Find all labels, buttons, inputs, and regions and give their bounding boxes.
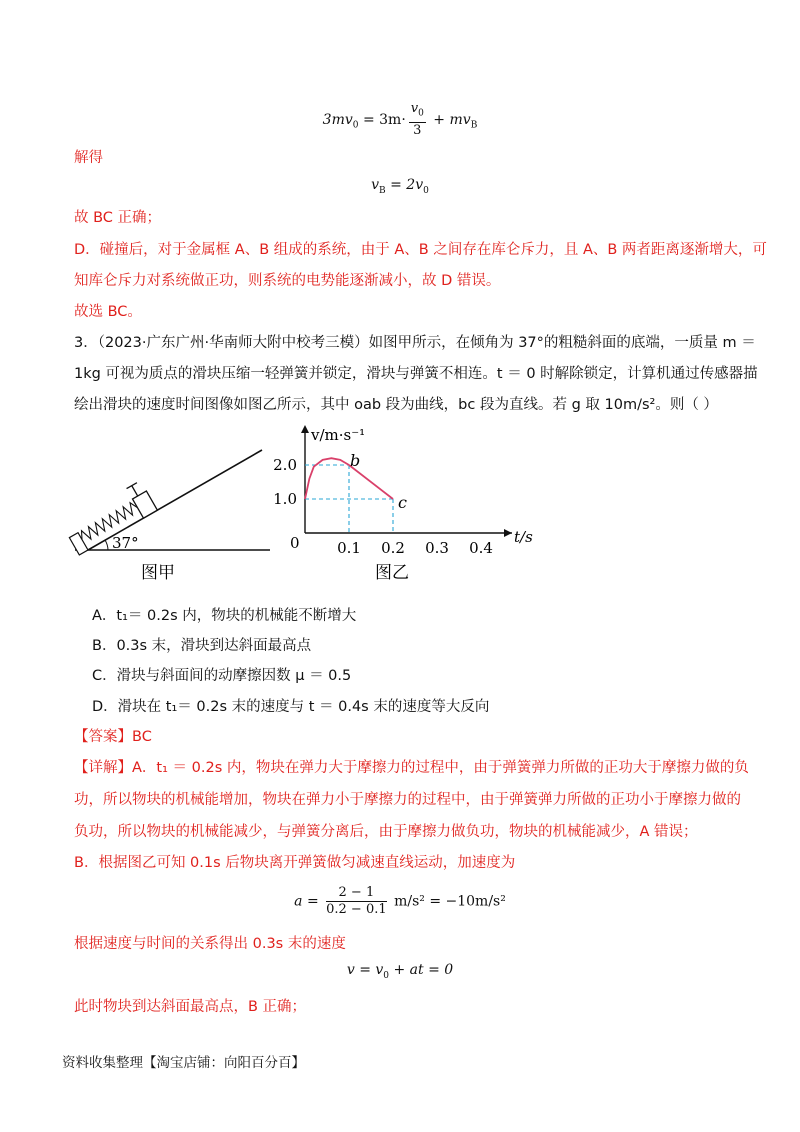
y-tick-label: 2.0 — [273, 456, 297, 474]
footer-note: 资料收集整理【淘宝店铺：向阳百分百】 — [62, 1055, 305, 1071]
x-tick-label: 0.2 — [381, 539, 405, 557]
caption-left: 图甲 — [141, 563, 175, 583]
series-oab-curve — [305, 458, 349, 499]
slider-block — [127, 481, 158, 518]
detail-line-1: 【详解】A．t₁ ＝ 0.2s 内，物块在弹力大于摩擦力的过程中，由于弹簧弹力所做的正功大于摩擦力做的负 — [74, 760, 749, 776]
option-d-explanation-1: D．碰撞后，对于金属框 A、B 组成的系统，由于 A、B 之间存在库仑斥力，且 A、B 两者距离逐渐增大，可 — [74, 242, 767, 258]
jiede-label: 解得 — [74, 150, 103, 166]
wall-block — [69, 533, 88, 555]
b-correct-line: 此时物块到达斜面最高点，B 正确； — [74, 999, 307, 1015]
equation-velocity: $v = v_0$ + at = 0 — [346, 962, 454, 981]
point-c-label: c — [398, 493, 407, 512]
incline-diagram — [69, 450, 270, 583]
option-d-explanation-2: 知库仑斥力对系统做正功，则系统的电势能逐渐减小，故 D 错误。 — [74, 273, 501, 289]
option-a: A．t₁＝ 0.2s 内，物块的机械能不断增大 — [92, 608, 357, 624]
select-bc-line: 故选 BC。 — [74, 304, 142, 320]
answer-line: 【答案】BC — [74, 729, 152, 745]
x-axis-label: t/s — [514, 528, 533, 546]
option-d: D．滑块在 t₁＝ 0.2s 末的速度与 t ＝ 0.4s 末的速度等大反向 — [92, 699, 490, 715]
y-tick-label: 1.0 — [273, 490, 297, 508]
velocity-time-line: 根据速度与时间的关系得出 0.3s 末的速度 — [74, 936, 346, 952]
question-3-figure — [0, 420, 800, 600]
x-axis-arrow — [504, 529, 512, 537]
bc-correct-line: 故 BC 正确； — [74, 210, 162, 226]
incline-angle-label: 37° — [112, 534, 139, 552]
option-b: B．0.3s 末，滑块到达斜面最高点 — [92, 638, 312, 654]
x-tick-label: 0.4 — [469, 539, 493, 557]
y-axis-label: v/m·s⁻¹ — [311, 426, 366, 444]
angle-arc — [105, 540, 108, 550]
equation-momentum: $3mv_0 = 3m\cdot$ $\frac{v_0}{3}$ + $mv_B$ — [322, 101, 478, 138]
detail-line-3: 负功，所以物块的机械能减少，与弹簧分离后，由于摩擦力做负功，物块的机械能减少，A 错误； — [74, 824, 698, 840]
y-axis-arrow — [301, 425, 309, 433]
question-3-line-1: 3．（2023·广东广州·华南师大附中校考三模）如图甲所示，在倾角为 37°的粗糙斜面的底端，一质量 m ＝ — [74, 335, 756, 351]
vt-graph — [273, 425, 533, 583]
series-bc-line — [349, 465, 393, 499]
point-b-label: b — [350, 451, 361, 470]
detail-line-4: B．根据图乙可知 0.1s 后物块离开弹簧做匀减速直线运动，加速度为 — [74, 855, 516, 871]
x-tick-label: 0.3 — [425, 539, 449, 557]
caption-right: 图乙 — [375, 563, 409, 583]
origin-label: 0 — [290, 534, 300, 552]
option-c: C．滑块与斜面间的动摩擦因数 μ ＝ 0.5 — [92, 668, 352, 684]
question-3-line-2: 1kg 可视为质点的滑块压缩一轻弹簧并锁定，滑块与弹簧不相连。t ＝ 0 时解除锁定，计算机通过传感器描 — [74, 366, 758, 382]
equation-vb: $v_B = 2v_0$ — [371, 177, 429, 196]
detail-line-2: 功，所以物块的机械能增加，物块在弹力小于摩擦力的过程中，由于弹簧弹力所做的正功小于摩擦力做的 — [74, 792, 741, 808]
x-tick-label: 0.1 — [337, 539, 361, 557]
equation-acceleration: a = $\frac{2 - 1}{0.2 - 0.1}$ m/s² = −10m/s² — [294, 885, 506, 917]
question-3-line-3: 绘出滑块的速度时间图像如图乙所示，其中 oab 段为曲线，bc 段为直线。若 g 取 10m/s²。则（ ） — [74, 397, 718, 413]
